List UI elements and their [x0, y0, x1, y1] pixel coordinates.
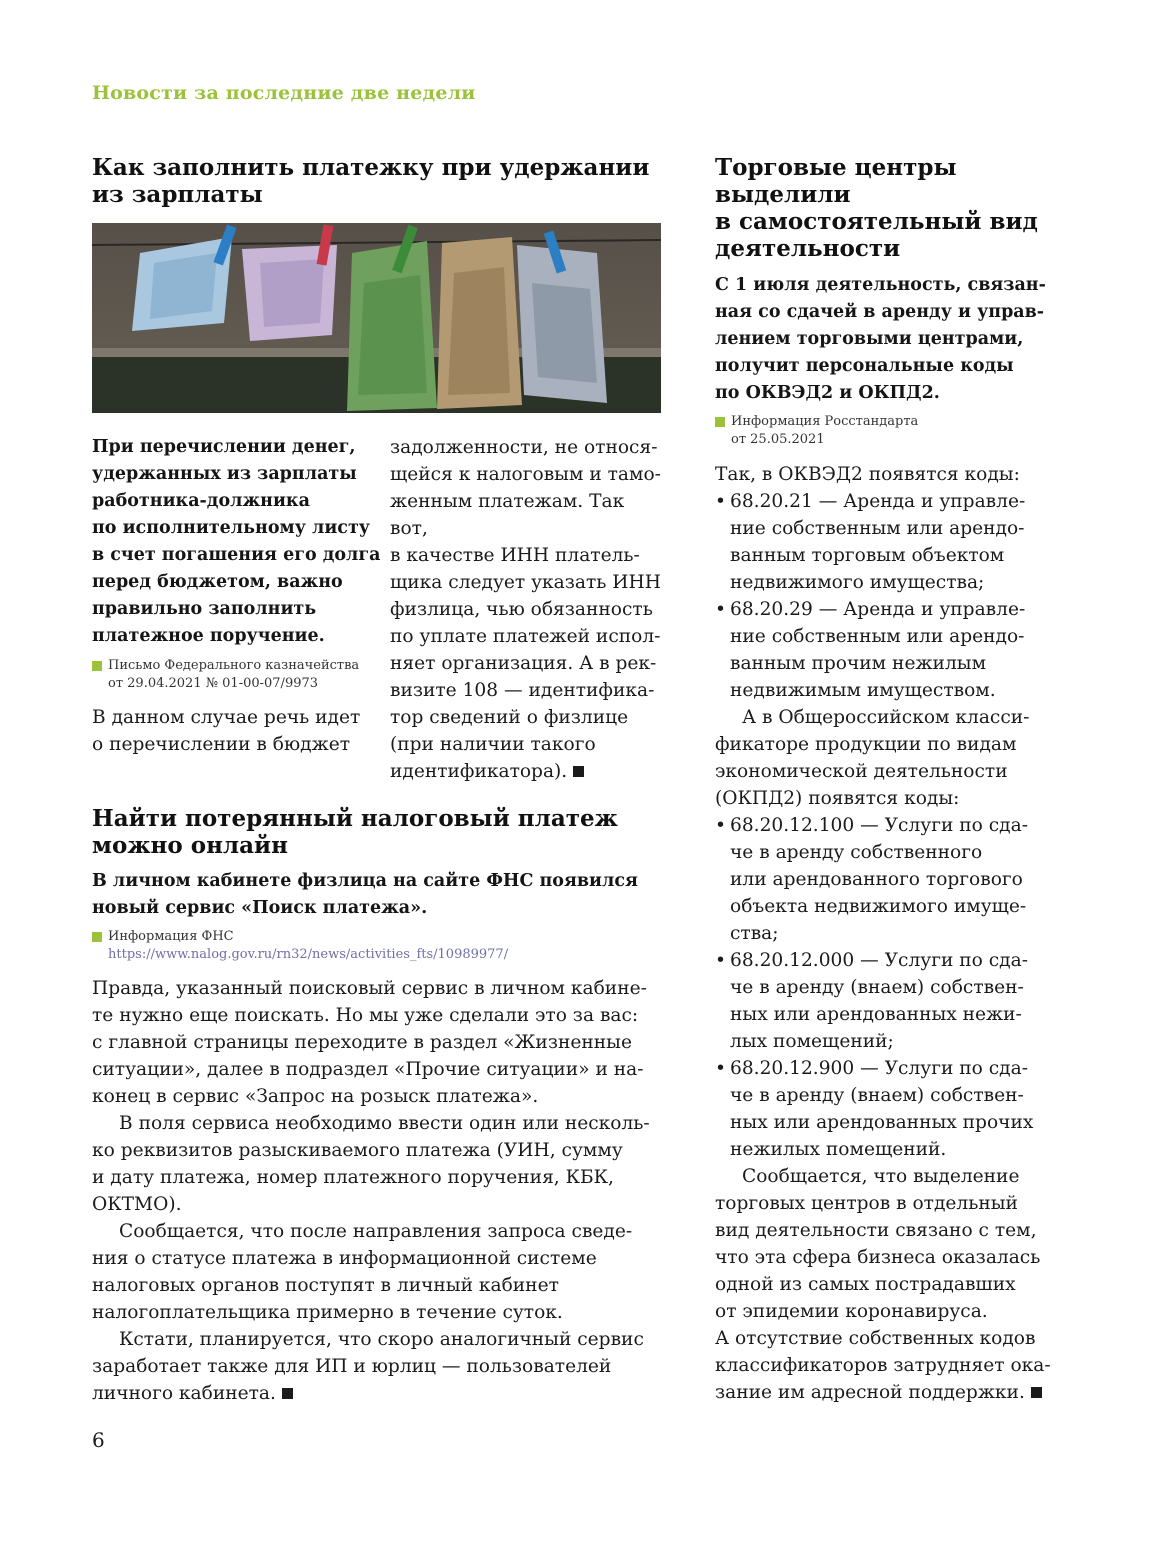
body-line: ния о статусе платежа в информационной системе [92, 1248, 597, 1269]
title-line: деятельности [715, 235, 901, 262]
body-line: (ОКПД2) появятся коды: [715, 788, 960, 809]
article2-source [92, 928, 688, 964]
body-line: экономической деятельности [715, 761, 1008, 782]
lead-line: в счет погашения его долга [92, 545, 381, 565]
body-line: Сообщается, что выделение [742, 1166, 1020, 1187]
body-line: зание им адресной поддержки. [715, 1382, 1025, 1403]
article1-body-right [390, 434, 665, 785]
body-line-last [715, 1379, 1075, 1406]
body-line: няет организация. А в рек- [390, 653, 657, 674]
source-line: от 25.05.2021 [731, 432, 825, 447]
bullet-icon: • [715, 950, 726, 971]
source-line: Информация Росстандарта [731, 414, 919, 429]
body-line: классификаторов затрудняет ока- [715, 1355, 1051, 1376]
list-line: 68.20.12.900 — Услуги по сда- [730, 1058, 1028, 1079]
body-line: Правда, указанный поисковый сервис в личном кабине- [92, 978, 647, 999]
list-line: ства; [730, 923, 779, 944]
body-line: заработает также для ИП и юрлиц — пользователей [92, 1356, 612, 1377]
lead-line: В личном кабинете физлица на сайте ФНС появился [92, 871, 638, 891]
lead-line: лением торговыми центрами, [715, 329, 1024, 349]
lead-line: платежное поручение. [92, 626, 325, 646]
source-marker-icon [92, 932, 102, 942]
body-line: о перечислении в бюджет [92, 734, 351, 755]
banknotes-photo [92, 223, 661, 413]
body-line: налогоплательщика примерно в течение суток. [92, 1302, 563, 1323]
body-line: от эпидемии коронавируса. [715, 1301, 988, 1322]
body-line: личного кабинета. [92, 1383, 276, 1404]
list-line: объекта недвижимого имуще- [730, 896, 1027, 917]
list-line: ных или арендованных нежи- [730, 1004, 1022, 1025]
article1-source [92, 657, 398, 693]
lead-line: При перечислении денег, [92, 437, 356, 457]
body-line: фикаторе продукции по видам [715, 734, 1017, 755]
okpd-list [715, 812, 1075, 1163]
list-line: ние собственным или арендо- [730, 626, 1025, 647]
title-line: в самостоятельный вид [715, 208, 1038, 235]
title-line: из зарплаты [92, 181, 263, 208]
title-line: Найти потерянный налоговый платеж [92, 805, 618, 832]
body-line: ситуации», далее в подраздел «Прочие ситуации» и на- [92, 1059, 644, 1080]
title-line: Торговые центры [715, 154, 957, 181]
lead-line: С 1 июля деятельность, связан- [715, 275, 1046, 295]
body-line: Сообщается, что после направления запроса сведе- [119, 1221, 633, 1242]
body-line: женным платежам. Так вот, [390, 491, 625, 539]
source-marker-icon [92, 661, 102, 671]
bullet-icon: • [715, 491, 726, 512]
body-line: В поля сервиса необходимо ввести один или несколь- [119, 1113, 650, 1134]
body-line-last [390, 758, 665, 785]
body-line: одной из самых пострадавших [715, 1274, 1016, 1295]
title-line: выделили [715, 181, 851, 208]
lead-line: перед бюджетом, важно [92, 572, 343, 592]
lead-line: работника-должника [92, 491, 310, 511]
list-item [715, 812, 1075, 947]
list-line: 68.20.12.000 — Услуги по сда- [730, 950, 1028, 971]
body-line: В данном случае речь идет [92, 707, 361, 728]
body-line: налоговых органов поступят в личный кабинет [92, 1275, 559, 1296]
article2-title [92, 805, 672, 859]
body-line: те нужно еще поискать. Но мы уже сделали это за вас: [92, 1005, 639, 1026]
body-line: вид деятельности связано с тем, [715, 1220, 1037, 1241]
list-item [715, 488, 1075, 596]
list-line: 68.20.29 — Аренда и управле- [730, 599, 1026, 620]
body-line: щика следует указать ИНН [390, 572, 661, 593]
source-link[interactable]: https://www.nalog.gov.ru/rn32/news/activities_fts/10989977/ [108, 947, 509, 962]
body-line: что эта сфера бизнеса оказалась [715, 1247, 1041, 1268]
body-line: по уплате платежей испол- [390, 626, 661, 647]
lead-line: по ОКВЭД2 и ОКПД2. [715, 383, 940, 403]
source-line: Письмо Федерального казначейства [108, 658, 360, 673]
source-line: от 29.04.2021 № 01-00-07/9973 [108, 676, 319, 691]
body-line: и дату платежа, номер платежного поручения, КБК, [92, 1167, 614, 1188]
body-line: Кстати, планируется, что скоро аналогичный сервис [119, 1329, 644, 1350]
source-title: Информация ФНС [108, 929, 234, 944]
body-line: тор сведений о физлице [390, 707, 629, 728]
list-line: ванным прочим нежилым [730, 653, 987, 674]
body-line: Так, в ОКВЭД2 появятся коды: [715, 464, 1020, 485]
lead-line: правильно заполнить [92, 599, 317, 619]
end-mark-icon [282, 1388, 293, 1399]
article2-body [92, 975, 672, 1407]
okved-list [715, 488, 1075, 704]
list-item [715, 1055, 1075, 1163]
list-line: 68.20.21 — Аренда и управле- [730, 491, 1026, 512]
section-label: Новости за последние две недели [92, 82, 476, 104]
list-line: че в аренду собственного [730, 842, 983, 863]
lead-line: новый сервис «Поиск платежа». [92, 898, 428, 918]
bullet-icon: • [715, 1058, 726, 1079]
bullet-icon: • [715, 599, 726, 620]
body-line: идентификатора). [390, 761, 568, 782]
article1-title [92, 154, 672, 208]
article3-lead [715, 272, 1075, 407]
list-item [715, 947, 1075, 1055]
list-line: недвижимого имущества; [730, 572, 985, 593]
body-line: задолженности, не относя- [390, 437, 658, 458]
body-line: А отсутствие собственных кодов [715, 1328, 1036, 1349]
body-line: физлица, чью обязанность [390, 599, 653, 620]
source-marker-icon [715, 417, 725, 427]
lead-line: по исполнительному листу [92, 518, 371, 538]
article2-lead [92, 868, 672, 922]
body-line: А в Общероссийском класси- [742, 707, 1030, 728]
body-line: конец в сервис «Запрос на розыск платежа». [92, 1086, 539, 1107]
list-line: лых помещений; [730, 1031, 894, 1052]
list-line: че в аренду (внаем) собствен- [730, 1085, 1024, 1106]
title-line: можно онлайн [92, 832, 288, 859]
list-line: 68.20.12.100 — Услуги по сда- [730, 815, 1028, 836]
list-line: че в аренду (внаем) собствен- [730, 977, 1024, 998]
body-line: ко реквизитов разыскиваемого платежа (УИН, сумму [92, 1140, 623, 1161]
article1-body-left [92, 704, 382, 758]
body-line: в качестве ИНН платель- [390, 545, 640, 566]
body-line: визите 108 — идентифика- [390, 680, 655, 701]
end-mark-icon [1031, 1387, 1042, 1398]
lead-line: получит персональные коды [715, 356, 1014, 376]
page-number: 6 [92, 1428, 105, 1452]
body-line: (при наличии такого [390, 734, 596, 755]
body-line-last [92, 1380, 672, 1407]
bullet-icon: • [715, 815, 726, 836]
list-line: ванным торговым объектом [730, 545, 1005, 566]
list-line: или арендованного торгового [730, 869, 1023, 890]
lead-line: ная со сдачей в аренду и управ- [715, 302, 1045, 322]
list-line: нежилых помещений. [730, 1139, 947, 1160]
lead-line: удержанных из зарплаты [92, 464, 357, 484]
body-line: торговых центров в отдельный [715, 1193, 1018, 1214]
body-line: с главной страницы переходите в раздел «Жизненные [92, 1032, 632, 1053]
end-mark-icon [573, 766, 584, 777]
article3-title [715, 154, 1075, 262]
body-line: щейся к налоговым и тамо- [390, 464, 661, 485]
list-line: недвижимым имуществом. [730, 680, 996, 701]
list-item [715, 596, 1075, 704]
article3-body [715, 461, 1075, 1406]
list-line: ние собственным или арендо- [730, 518, 1025, 539]
article1-lead [92, 434, 382, 650]
article3-source [715, 413, 1091, 449]
list-line: ных или арендованных прочих [730, 1112, 1034, 1133]
title-line: Как заполнить платежку при удержании [92, 154, 650, 181]
body-line: ОКТМО). [92, 1194, 182, 1215]
banknotes-illustration [92, 223, 661, 413]
